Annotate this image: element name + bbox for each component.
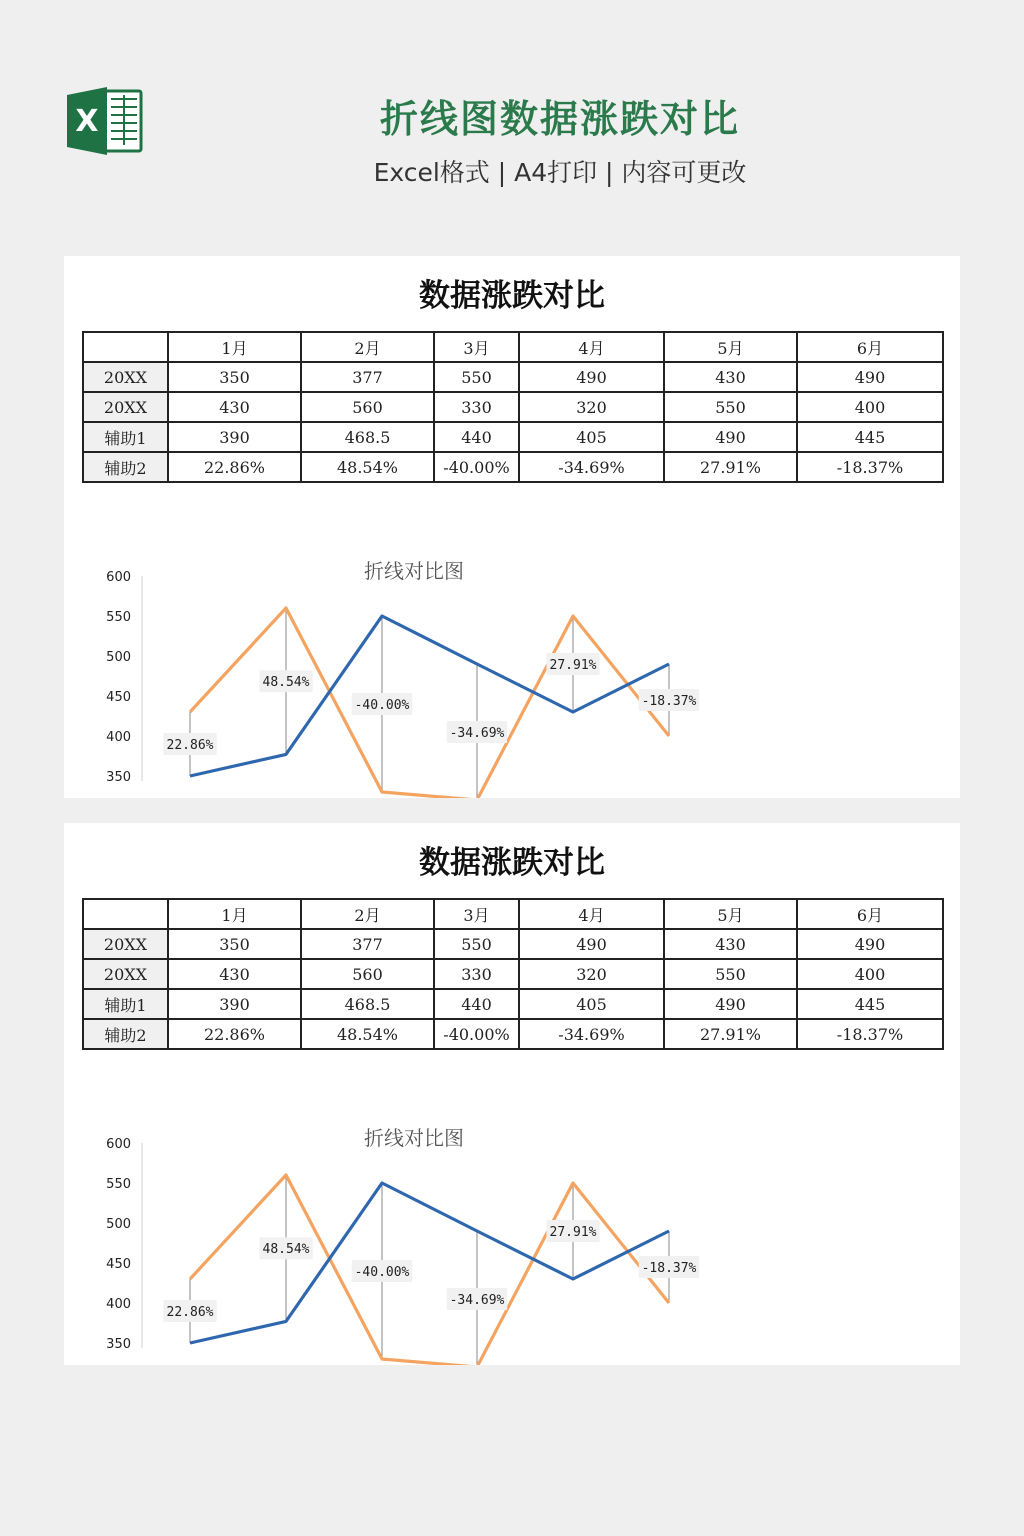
chart-title: 折线对比图 xyxy=(364,559,464,583)
table-header-cell[interactable]: 3月 xyxy=(434,332,519,362)
table-cell[interactable]: 400 xyxy=(797,392,943,422)
table-cell[interactable]: 390 xyxy=(168,422,301,452)
page-title: 折线图数据涨跌对比 xyxy=(379,97,740,141)
table-header-row xyxy=(83,332,943,362)
table-cell[interactable]: 490 xyxy=(797,362,943,392)
row-label[interactable]: 辅助2 xyxy=(83,452,168,482)
table-row xyxy=(83,392,943,422)
data-label: 48.54% xyxy=(262,675,310,691)
table-cell[interactable]: 445 xyxy=(797,989,943,1019)
table-corner-cell[interactable] xyxy=(83,332,168,362)
table-header-cell[interactable]: 4月 xyxy=(519,332,664,362)
data-table xyxy=(82,898,944,1050)
page-subtitle: Excel格式 | A4打印 | 内容可更改 xyxy=(373,158,747,187)
table-cell[interactable]: 430 xyxy=(168,392,301,422)
row-label[interactable]: 辅助2 xyxy=(83,1019,168,1049)
table-cell[interactable]: 405 xyxy=(519,989,664,1019)
table-row xyxy=(83,929,943,959)
chart-svg xyxy=(64,536,960,798)
data-label: -18.37% xyxy=(641,694,697,709)
y-tick-label: 550 xyxy=(106,1177,131,1192)
table-header-row xyxy=(83,899,943,929)
table-cell[interactable]: 320 xyxy=(519,959,664,989)
excel-icon xyxy=(67,85,143,157)
table-cell[interactable]: 550 xyxy=(434,929,519,959)
table-header-cell[interactable]: 5月 xyxy=(664,332,797,362)
table-cell[interactable]: 22.86% xyxy=(168,452,301,482)
y-tick-label: 550 xyxy=(106,610,131,625)
table-cell[interactable]: -18.37% xyxy=(797,452,943,482)
table-row xyxy=(83,959,943,989)
data-label: 22.86% xyxy=(166,1305,214,1320)
table-header-cell[interactable]: 2月 xyxy=(301,332,434,362)
data-label: -34.69% xyxy=(449,726,505,741)
chart-title: 折线对比图 xyxy=(364,1126,464,1150)
card-title: 数据涨跌对比 xyxy=(419,845,605,881)
row-label[interactable]: 20XX xyxy=(83,392,168,422)
row-label[interactable]: 辅助1 xyxy=(83,422,168,452)
table-cell[interactable]: 377 xyxy=(301,929,434,959)
table-cell[interactable]: 490 xyxy=(519,362,664,392)
data-label: 48.54% xyxy=(262,1242,310,1258)
y-tick-label: 600 xyxy=(106,1137,131,1152)
table-cell[interactable]: 468.5 xyxy=(301,422,434,452)
table-cell[interactable]: 440 xyxy=(434,989,519,1019)
table-cell[interactable]: -34.69% xyxy=(519,452,664,482)
data-card-1 xyxy=(64,256,960,798)
table-cell[interactable]: 468.5 xyxy=(301,989,434,1019)
table-cell[interactable]: -40.00% xyxy=(434,1019,519,1049)
row-label[interactable]: 20XX xyxy=(83,959,168,989)
card-title: 数据涨跌对比 xyxy=(419,278,605,314)
table-cell[interactable]: 560 xyxy=(301,959,434,989)
y-tick-label: 600 xyxy=(106,570,131,585)
table-cell[interactable]: -34.69% xyxy=(519,1019,664,1049)
table-header-cell[interactable]: 6月 xyxy=(797,332,943,362)
row-label[interactable]: 20XX xyxy=(83,362,168,392)
row-label[interactable]: 辅助1 xyxy=(83,989,168,1019)
table-cell[interactable]: 440 xyxy=(434,422,519,452)
table-row xyxy=(83,1019,943,1049)
table-cell[interactable]: 27.91% xyxy=(664,1019,797,1049)
table-cell[interactable]: 22.86% xyxy=(168,1019,301,1049)
table-header-cell[interactable]: 1月 xyxy=(168,899,301,929)
table-cell[interactable]: 350 xyxy=(168,929,301,959)
table-cell[interactable]: 330 xyxy=(434,959,519,989)
line-chart xyxy=(64,536,960,798)
data-card-2 xyxy=(64,823,960,1365)
data-label: -40.00% xyxy=(354,698,410,713)
series-line-1 xyxy=(190,1183,669,1343)
y-tick-label: 500 xyxy=(106,1217,131,1232)
data-label: 27.91% xyxy=(549,658,597,673)
series-line-1 xyxy=(190,616,669,776)
table-cell[interactable]: 430 xyxy=(664,362,797,392)
excel-logo-letter: X xyxy=(75,104,99,139)
table-cell[interactable]: 400 xyxy=(797,959,943,989)
table-cell[interactable]: 350 xyxy=(168,362,301,392)
table-cell[interactable]: 490 xyxy=(664,989,797,1019)
row-label[interactable]: 20XX xyxy=(83,929,168,959)
table-cell[interactable]: 490 xyxy=(519,929,664,959)
series-line-2 xyxy=(190,1175,669,1365)
table-header-cell[interactable]: 2月 xyxy=(301,899,434,929)
page-header xyxy=(0,0,1024,230)
table-cell[interactable]: 48.54% xyxy=(301,1019,434,1049)
table-cell[interactable]: 390 xyxy=(168,989,301,1019)
table-row xyxy=(83,422,943,452)
table-row xyxy=(83,362,943,392)
table-header-cell[interactable]: 3月 xyxy=(434,899,519,929)
table-cell[interactable]: 550 xyxy=(664,959,797,989)
data-label: -18.37% xyxy=(641,1261,697,1276)
table-cell[interactable]: 27.91% xyxy=(664,452,797,482)
table-cell[interactable]: 377 xyxy=(301,362,434,392)
table-header-cell[interactable]: 5月 xyxy=(664,899,797,929)
table-header-cell[interactable]: 4月 xyxy=(519,899,664,929)
table-cell[interactable]: 550 xyxy=(664,392,797,422)
table-cell[interactable]: 490 xyxy=(664,422,797,452)
table-cell[interactable]: -40.00% xyxy=(434,452,519,482)
table-row xyxy=(83,989,943,1019)
y-tick-label: 400 xyxy=(106,1297,131,1312)
data-label: 27.91% xyxy=(549,1225,597,1240)
table-cell[interactable]: 430 xyxy=(168,959,301,989)
table-cell[interactable]: 405 xyxy=(519,422,664,452)
table-header-cell[interactable]: 1月 xyxy=(168,332,301,362)
table-cell[interactable]: 445 xyxy=(797,422,943,452)
series-line-2 xyxy=(190,608,669,798)
y-tick-label: 400 xyxy=(106,730,131,745)
table-cell[interactable]: 490 xyxy=(797,929,943,959)
table-cell[interactable]: 430 xyxy=(664,929,797,959)
table-cell[interactable]: 48.54% xyxy=(301,452,434,482)
y-tick-label: 350 xyxy=(106,1337,131,1352)
table-cell[interactable]: -18.37% xyxy=(797,1019,943,1049)
table-cell[interactable]: 330 xyxy=(434,392,519,422)
y-tick-label: 500 xyxy=(106,650,131,665)
data-label: 22.86% xyxy=(166,738,214,753)
data-label: -40.00% xyxy=(354,1265,410,1280)
line-chart xyxy=(64,1103,960,1365)
table-cell[interactable]: 560 xyxy=(301,392,434,422)
table-header-cell[interactable]: 6月 xyxy=(797,899,943,929)
y-tick-label: 350 xyxy=(106,770,131,785)
table-corner-cell[interactable] xyxy=(83,899,168,929)
table-row xyxy=(83,452,943,482)
y-tick-label: 450 xyxy=(106,1257,131,1272)
y-tick-label: 450 xyxy=(106,690,131,705)
table-cell[interactable]: 550 xyxy=(434,362,519,392)
table-cell[interactable]: 320 xyxy=(519,392,664,422)
data-label: -34.69% xyxy=(449,1293,505,1308)
chart-svg xyxy=(64,1103,960,1365)
data-table xyxy=(82,331,944,483)
